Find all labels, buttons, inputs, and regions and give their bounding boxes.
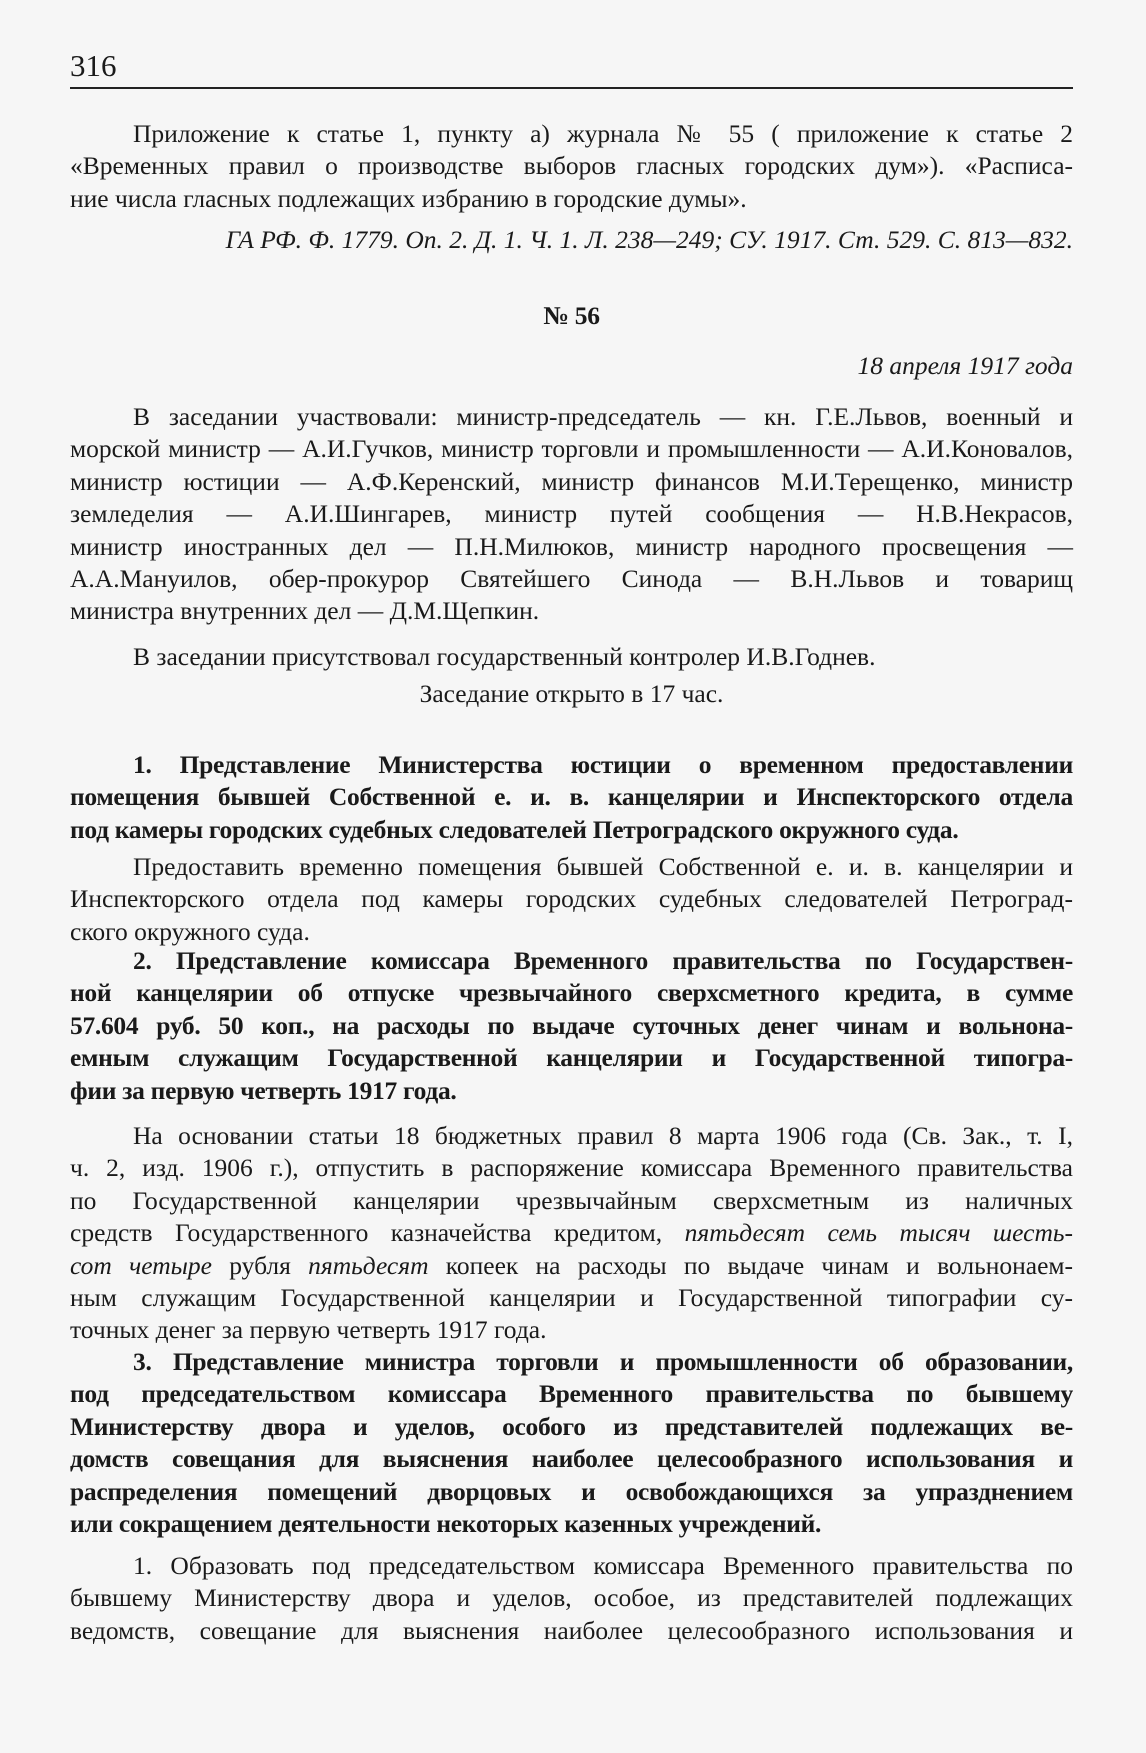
controller-present [70,641,1073,673]
text-segment: копеек на расходы по выдаче чинам и вольнонаем- [428,1250,1074,1280]
text-line: фии за первую четверть 1917 года. [70,1075,457,1105]
item-2-decision [70,1120,1073,1347]
text-segment: средств Государственного казначейства кредитом, [70,1218,685,1248]
italic-amount-text: пятьдесят [308,1250,429,1280]
text-line: морской министр — А.И.Гучков, министр торговли и промышленности — А.И.Коновалов, [70,434,1073,464]
text-line: ведомств, совещание для выяснения наиболее целесообразного использования и [70,1615,1073,1645]
text-line: министра внутренних дел — Д.М.Щепкин. [70,596,540,626]
item-3-heading [70,1346,1073,1540]
text-line: домств совещания для выяснения наиболее целесообразного использования и [70,1444,1073,1474]
text-line [70,1250,1073,1282]
italic-amount-text: пятьдесят семь тысяч шесть- [684,1218,1073,1248]
text-line: 57.604 руб. 50 коп., на расходы по выдаче суточных денег чинам и вольнона- [70,1010,1073,1040]
session-opened [70,678,1073,710]
text-line: помещения бывшей Собственной е. и. в. канцелярии и Инспекторского отдела [70,782,1073,812]
item-1-decision [70,851,1073,948]
text-line: министр юстиции — А.Ф.Керенский, министр финансов М.И.Терещенко, министр [70,466,1073,496]
text-line [70,1217,1073,1249]
document-number [70,300,1073,332]
text-line: Заседание открыто в 17 час. [419,679,724,708]
text-line: или сокращением деятельности некоторых казенных учреждений. [70,1508,822,1538]
text-line: ч. 2, изд. 1906 г.), отпустить в распоряжение комиссара Временного правительства [70,1153,1073,1183]
text-line: под председательством комиссара Временного правительства по бывшему [70,1379,1073,1409]
text-line: емным служащим Государственной канцелярии и Государственной типогра- [70,1043,1073,1073]
text-line: Министерству двора и уделов, особого из представителей подлежащих ве- [70,1411,1073,1441]
header-rule [70,87,1073,89]
appendix-note [70,118,1073,215]
text-line: ГА РФ. Ф. 1779. Оп. 2. Д. 1. Ч. 1. Л. 238—249; СУ. 1917. Ст. 529. С. 813—832. [225,225,1073,254]
text-line: земледелия — А.И.Шингарев, министр путей сообщения — Н.В.Некрасов, [70,499,1073,529]
text-line: распределения помещений дворцовых и освобождающихся за упразднением [70,1476,1073,1506]
text-line: ского окружного суда. [70,916,310,946]
text-line: «Временных правил о производстве выборов гласных городских дум»). «Расписа- [70,151,1073,181]
text-line: 1. Образовать под председательством комиссара Временного правительства по [133,1551,1073,1580]
page-number: 316 [70,48,117,83]
text-line: На основании статьи 18 бюджетных правил 8 марта 1906 года (Св. Зак., т. I, [133,1121,1073,1150]
text-line: 1. Представление Министерства юстиции о временном предоставлении [133,750,1073,779]
italic-amount-text: сот четыре [70,1250,212,1280]
text-line: ной канцелярии об отпуске чрезвычайного сверхсметного кредита, в сумме [70,978,1073,1008]
text-line: министр иностранных дел — П.Н.Милюков, министр народного просвещения — [70,531,1073,561]
text-segment: рубля [212,1250,309,1280]
text-line: по Государственной канцелярии чрезвычайным сверхсметным из наличных [70,1185,1073,1215]
text-line: ным служащим Государственной канцелярии и Государственной типографии су- [70,1282,1073,1312]
item-1-heading [70,749,1073,846]
text-line: Приложение к статье 1, пункту а) журнала № 55 ( приложение к статье 2 [133,119,1073,148]
text-line: Инспекторского отдела под камеры городских судебных следователей Петроград- [70,884,1073,914]
text-line: точных денег за первую четверть 1917 года. [70,1315,547,1345]
item-3-decision [70,1550,1073,1647]
text-line: В заседании участвовали: министр-председатель — кн. Г.Е.Львов, военный и [133,402,1073,431]
archive-citation [70,224,1073,256]
text-line: 2. Представление комиссара Временного правительства по Государствен- [133,946,1073,975]
text-line: В заседании присутствовал государственный контролер И.В.Годнев. [133,642,876,671]
text-line: под камеры городских судебных следователей Петроградского окружного суда. [70,814,959,844]
document-date [70,350,1073,382]
item-2-heading [70,945,1073,1107]
text-line: № 56 [543,301,600,330]
text-line: 18 апреля 1917 года [857,351,1073,380]
text-line: А.А.Мануилов, обер-прокурор Святейшего Синода — В.Н.Львов и товарищ [70,563,1073,593]
attendees-paragraph [70,401,1073,628]
text-line: Предоставить временно помещения бывшей Собственной е. и. в. канцелярии и [133,852,1073,881]
text-line: ние числа гласных подлежащих избранию в городские думы». [70,183,747,213]
text-line: бывшему Министерству двора и уделов, особое, из представителей подлежащих [70,1583,1073,1613]
text-line: 3. Представление министра торговли и промышленности об образовании, [133,1347,1073,1376]
